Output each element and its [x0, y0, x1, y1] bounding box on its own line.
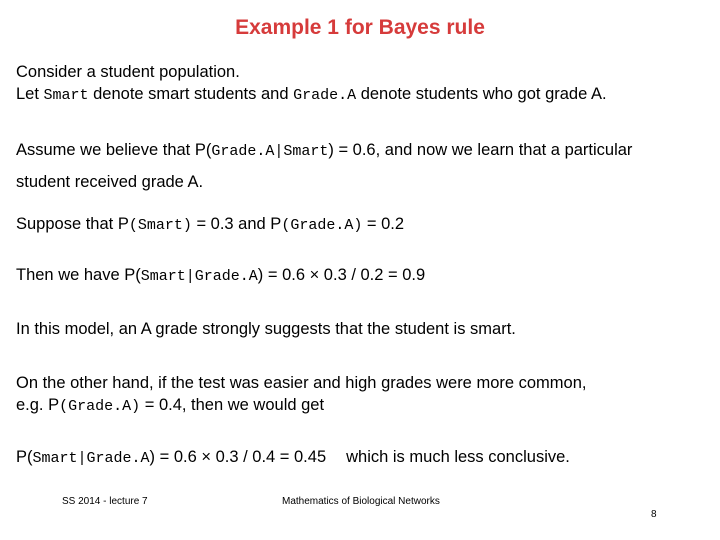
assume-line-2: student received grade A. [16, 173, 204, 191]
assume-paragraph [16, 135, 706, 197]
slide-title: Example 1 for Bayes rule [235, 16, 485, 39]
result-conditional: Smart|Grade.A [32, 450, 150, 467]
intro-line-2 [16, 83, 706, 107]
assume-line-1 [16, 135, 706, 167]
then-text-b: ) = 0.6 × 0.3 / 0.2 = 0.9 [257, 266, 426, 284]
page-number: 8 [651, 509, 657, 520]
footer-course: Mathematics of Biological Networks [282, 496, 440, 507]
result-text-a: P( [16, 448, 33, 466]
suppose-text-b: = 0.3 and P [191, 215, 282, 233]
model-line: In this model, an A grade strongly suggests that the student is smart. [16, 320, 516, 338]
footer-lecture: SS 2014 - lecture 7 [62, 496, 148, 507]
intro-paragraph [16, 61, 706, 107]
gradeA-variable: Grade.A [293, 87, 357, 104]
suppose-gradeA: (Grade.A) [281, 217, 363, 234]
smart-variable: Smart [43, 87, 89, 104]
suppose-line [16, 213, 706, 237]
result-text-b: ) = 0.6 × 0.3 / 0.4 = 0.45 [149, 448, 327, 466]
other-line-2 [16, 394, 706, 418]
then-line [16, 264, 706, 288]
suppose-text-a: Suppose that P [16, 215, 129, 233]
other-text-a: e.g. P [16, 396, 60, 414]
suppose-smart: (Smart) [128, 217, 192, 234]
intro-line-1: Consider a student population. [16, 63, 240, 81]
then-conditional: Smart|Grade.A [140, 268, 258, 285]
other-line-1: On the other hand, if the test was easier and high grades were more common, [16, 374, 587, 392]
assume-text-b: ) = 0.6, and now we learn that a particular [328, 141, 633, 159]
result-line [16, 446, 706, 470]
suppose-text-c: = 0.2 [362, 215, 405, 233]
assume-conditional: Grade.A|Smart [211, 143, 329, 160]
other-gradeA: (Grade.A) [59, 398, 141, 415]
assume-text-a: Assume we believe that P( [16, 141, 212, 159]
intro-text-c: denote students who got grade A. [356, 85, 607, 103]
result-note: which is much less conclusive. [346, 448, 570, 466]
then-text-a: Then we have P( [16, 266, 141, 284]
other-text-b: = 0.4, then we would get [140, 396, 325, 414]
intro-text-b: denote smart students and [88, 85, 294, 103]
intro-text-a: Let [16, 85, 44, 103]
other-paragraph [16, 372, 706, 418]
